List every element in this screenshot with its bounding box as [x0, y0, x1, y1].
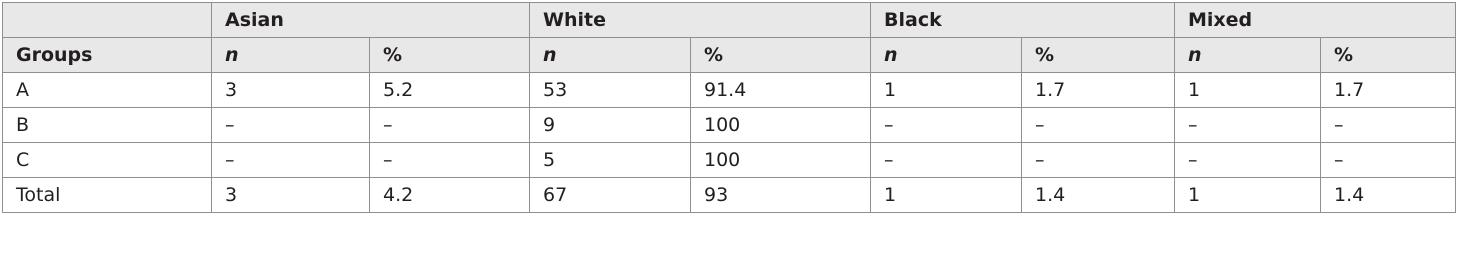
table-cell: – [871, 108, 1022, 143]
table-cell: – [370, 108, 530, 143]
table-cell: 1 [871, 178, 1022, 213]
table-cell: 93 [691, 178, 871, 213]
table-row [3, 143, 1456, 178]
header-cell-empty [3, 3, 212, 38]
data-table [2, 2, 1456, 213]
header-cell-n: n [212, 38, 370, 73]
header-cell-n: n [1175, 38, 1321, 73]
table-cell: – [1175, 143, 1321, 178]
row-label: A [3, 73, 212, 108]
table-cell: 100 [691, 108, 871, 143]
table-cell: 5 [530, 143, 691, 178]
header-cell-mixed: Mixed [1175, 3, 1456, 38]
table-cell: – [871, 143, 1022, 178]
table-cell: 3 [212, 178, 370, 213]
table-cell: – [1022, 108, 1175, 143]
table-cell: 1.4 [1321, 178, 1456, 213]
table-row [3, 108, 1456, 143]
table-cell: 9 [530, 108, 691, 143]
table-cell: – [1321, 108, 1456, 143]
header-cell-groups: Groups [3, 38, 212, 73]
table-cell: 53 [530, 73, 691, 108]
header-cell-percent: % [1321, 38, 1456, 73]
table-row [3, 178, 1456, 213]
table-cell: 3 [212, 73, 370, 108]
header-cell-n: n [530, 38, 691, 73]
header-cell-percent: % [370, 38, 530, 73]
table-cell: 1 [1175, 73, 1321, 108]
table-cell: 67 [530, 178, 691, 213]
table-cell: – [370, 143, 530, 178]
group-header-row [3, 3, 1456, 38]
table-cell: 100 [691, 143, 871, 178]
header-cell-black: Black [871, 3, 1175, 38]
table-cell: 91.4 [691, 73, 871, 108]
table-cell: – [212, 108, 370, 143]
table-cell: – [1321, 143, 1456, 178]
header-cell-white: White [530, 3, 871, 38]
table-cell: 1 [1175, 178, 1321, 213]
table-cell: 1.7 [1321, 73, 1456, 108]
row-label: C [3, 143, 212, 178]
table-row [3, 73, 1456, 108]
table-cell: 4.2 [370, 178, 530, 213]
table-cell: – [1022, 143, 1175, 178]
table-cell: 1 [871, 73, 1022, 108]
row-label: Total [3, 178, 212, 213]
sub-header-row [3, 38, 1456, 73]
header-cell-percent: % [691, 38, 871, 73]
table-cell: – [212, 143, 370, 178]
table-cell: 5.2 [370, 73, 530, 108]
header-cell-asian: Asian [212, 3, 530, 38]
header-cell-percent: % [1022, 38, 1175, 73]
table-cell: 1.7 [1022, 73, 1175, 108]
table-cell: 1.4 [1022, 178, 1175, 213]
table-cell: – [1175, 108, 1321, 143]
header-cell-n: n [871, 38, 1022, 73]
row-label: B [3, 108, 212, 143]
